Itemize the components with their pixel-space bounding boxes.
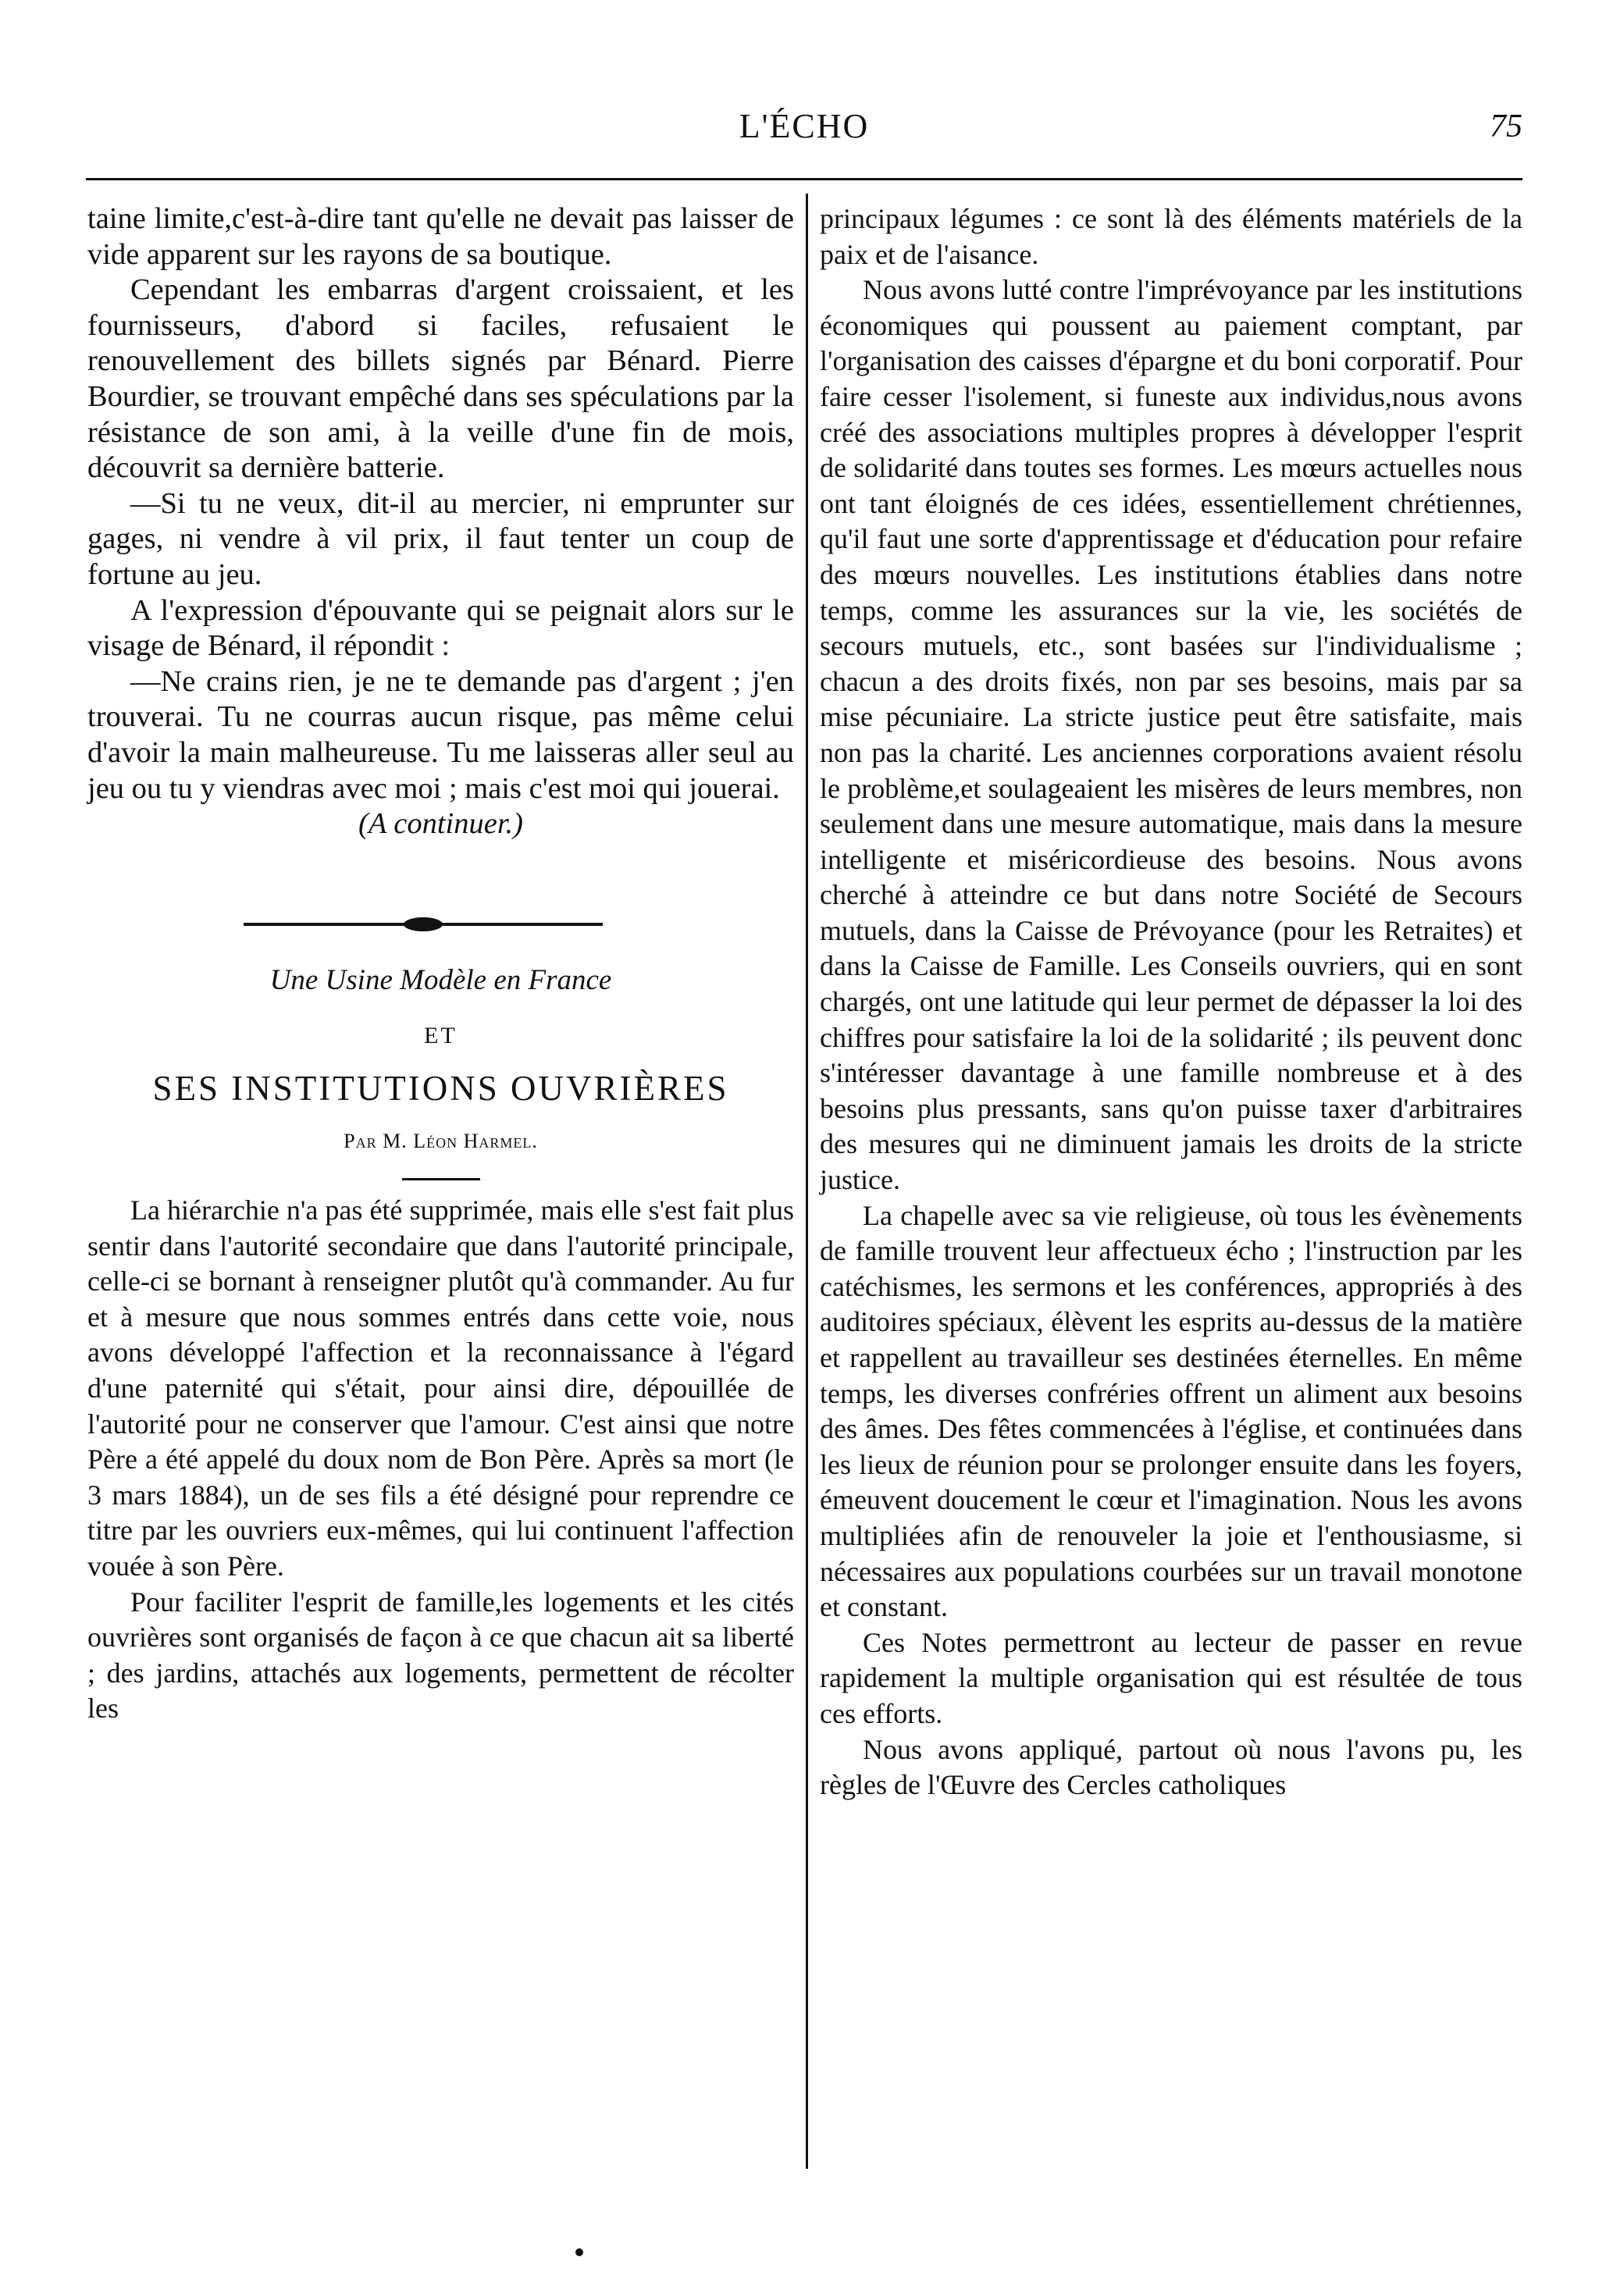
paragraph: —Si tu ne veux, dit-il au mercier, ni emprunter sur gages, ni vendre à vil prix, il faut tenter un coup de fortune au jeu. — [87, 486, 794, 591]
paragraph: A l'expression d'épouvante qui se peignait alors sur le visage de Bénard, il répondit : — [87, 593, 794, 663]
right-column — [820, 201, 1522, 1803]
paragraph: La chapelle avec sa vie religieuse, où tous les évènements de famille trouvent leur affectueux écho ; l'instruction par les catéchismes, les sermons et les conférences, appropriés à des auditoires spéciaux, élèvent les esprits au-dessus de la matière et rappellent au travailleur ses destinées éternelles. En même temps, les diverses confréries offrent un aliment aux besoins des âmes. Des fêtes commencées à l'église, et continuées dans les lieux de réunion pour se prolonger ensuite dans les foyers, émeuvent doucement le cœur et l'imagination. Nous les avons multipliées afin de renouveler la joie et l'enthousiasme, si nécessaires aux populations courbées sur un travail monotone et constant. — [820, 1199, 1522, 1623]
paragraph: Cependant les embarras d'argent croissaient, et les fournisseurs, d'abord si faciles, refusaient le renouvellement des billets signés par Bénard. Pierre Bourdier, se trouvant empêché dans ses spéculations par la résistance de son ami, à la veille d'une fin de mois, découvrit sa dernière batterie. — [87, 273, 794, 485]
short-rule — [402, 1178, 480, 1180]
paragraph: La hiérarchie n'a pas été supprimée, mais elle s'est fait plus sentir dans l'autorité secondaire que dans l'autorité principale, celle-ci se bornant à renseigner plutôt qu'à commander. Au fur et à mesure que nous sommes entrés dans cette voie, nous avons développé l'affection et la reconnaissance à l'égard d'une paternité qui s'était, pour ainsi dire, dépouillée de l'autorité pour ne conserver que l'amour. C'est ainsi que notre Père a été appelé du doux nom de Bon Père. Après sa mort (le 3 mars 1884), un de ses fils a été désigné pour reprendre ce titre par les ouvriers eux-mêmes, qui lui continuent l'affection vouée à son Père. — [87, 1194, 794, 1582]
paragraph: —Ne crains rien, je ne te demande pas d'argent ; j'en trouverai. Tu ne courras aucun risque, pas même celui d'avoir la main malheureuse. Tu me laisseras aller seul au jeu ou tu y viendras avec moi ; mais c'est moi qui jouerai. — [87, 664, 794, 805]
section-subtitle: Une Usine Modèle en France — [269, 963, 612, 996]
paragraph: Nous avons lutté contre l'imprévoyance par les institutions économiques qui poussent au paiement comptant, par l'organisation des caisses d'épargne et du boni corporatif. Pour faire cesser l'isolement, si funeste aux individus,nous avons créé des associations multiples propres à développer l'esprit de solidarité dans toutes ses formes. Les mœurs actuelles nous ont tant éloignés de ces idées, essentiellement chrétiennes, qu'il faut une sorte d'apprentissage et d'éducation pour refaire des mœurs nouvelles. Les institutions établies dans notre temps, comme les assurances sur la vie, les sociétés de secours mutuels, etc., sont basées sur l'individualisme ; chacun a des droits fixés, non par ses besoins, mais par sa mise pécuniaire. La stricte justice peut être satisfaite, mais non pas la charité. Les anciennes corporations avaient résolu le problème,et soulageaient les misères de leurs membres, non seulement dans une mesure automatique, mais dans la mesure intelligente et miséricordieuse des besoins. Nous avons cherché à atteindre ce but dans notre Société de Secours mutuels, dans la Caisse de Prévoyance (pour les Retraites) et dans la Caisse de Famille. Les Conseils ouvriers, qui en sont chargés, ont une latitude qui leur permet de dépasser la loi des chiffres pour satisfaire la loi de la solidarité ; ils peuvent donc s'intéresser davantage à une famille nombreuse et à des besoins plus pressants, sans qu'on puisse taxer d'arbitraires des mesures qui ne diminuent jamais les droits de la stricte justice. — [820, 274, 1522, 1196]
paragraph: Pour faciliter l'esprit de famille,les logements et les cités ouvrières sont organisés de façon à ce que chacun ait sa liberté ; des jardins, attachés aux logements, permettent de récolter les — [87, 1586, 794, 1725]
paragraph: principaux légumes : ce sont là des éléments matériels de la paix et de l'aisance. — [820, 203, 1522, 270]
continuation-note: (A continuer.) — [358, 807, 523, 841]
section-author: Par M. Léon Harmel. — [344, 1130, 538, 1153]
section-conjunction: ET — [424, 1023, 458, 1049]
paragraph: Nous avons appliqué, partout où nous l'avons pu, les règles de l'Œuvre des Cercles catholiques — [820, 1733, 1522, 1801]
page-number: 75 — [1490, 109, 1522, 144]
paragraph: Ces Notes permettront au lecteur de passer en revue rapidement la multiple organisation qui est résultée de tous ces efforts. — [820, 1626, 1522, 1729]
left-column — [87, 201, 794, 1727]
ornament-center — [404, 917, 443, 931]
section-ornament — [87, 897, 794, 952]
column-divider — [806, 194, 808, 2169]
running-head — [86, 100, 1522, 155]
header-rule — [86, 178, 1522, 180]
paragraph: taine limite,c'est-à-dire tant qu'elle ne devait pas laisser de vide apparent sur les rayons de sa boutique. — [87, 202, 794, 271]
footer-dot — [575, 2248, 583, 2256]
section-title: SES INSTITUTIONS OUVRIÈRES — [152, 1068, 729, 1108]
journal-title: L'ÉCHO — [739, 107, 870, 145]
